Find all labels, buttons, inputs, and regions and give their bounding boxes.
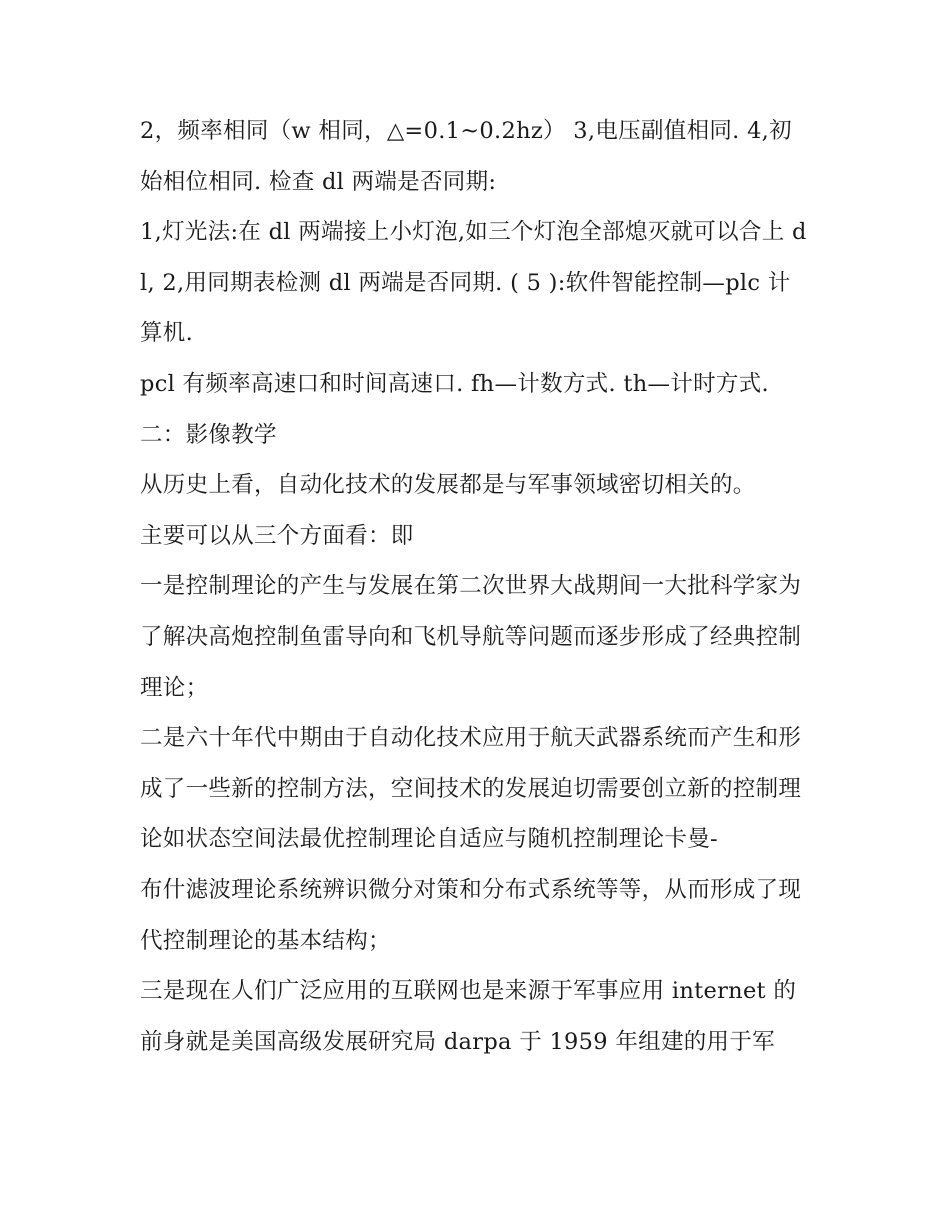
document-body (140, 106, 812, 1067)
paragraph-lamp-method: 1,灯光法:在 dl 两端接上小灯泡,如三个灯泡全部熄灭就可以合上 dl, 2,用同期表检测 dl 两端是否同期. ( 5 ):软件智能控制—plc 计算机. (140, 219, 807, 347)
paragraph-point-three: 三是现在人们广泛应用的互联网也是来源于军事应用 internet 的前身就是美国高级发展研究局 darpa 于 1959 年组建的用于军 (140, 978, 797, 1055)
paragraph-point-two-continued: 布什滤波理论系统辨识微分对策和分布式系统等等，从而形成了现代控制理论的基本结构； (140, 876, 802, 954)
paragraph-history: 从历史上看，自动化技术的发展都是与军事领域密切相关的。 (140, 472, 756, 499)
paragraph-point-one: 一是控制理论的产生与发展在第二次世界大战期间一大批科学家为了解决高炮控制鱼雷导向和飞机导航等问题而逐步形成了经典控制理论； (140, 573, 802, 701)
paragraph-sync-conditions: 2，频率相同（w 相同，△=0.1~0.2hz） 3,电压副值相同. 4,初始相位相同. 检查 dl 两端是否同期: (140, 118, 792, 195)
paragraph-pcl-ports: pcl 有频率高速口和时间高速口. fh—计数方式. th—计时方式. (140, 370, 769, 397)
section-heading-video-teaching: 二：影像教学 (140, 421, 277, 448)
paragraph-three-aspects: 主要可以从三个方面看：即 (140, 522, 414, 549)
paragraph-point-two: 二是六十年代中期由于自动化技术应用于航天武器系统而产生和形成了一些新的控制方法，空间技术的发展迫切需要创立新的控制理论如状态空间法最优控制理论自适应与随机控制理论卡曼- (140, 725, 802, 853)
